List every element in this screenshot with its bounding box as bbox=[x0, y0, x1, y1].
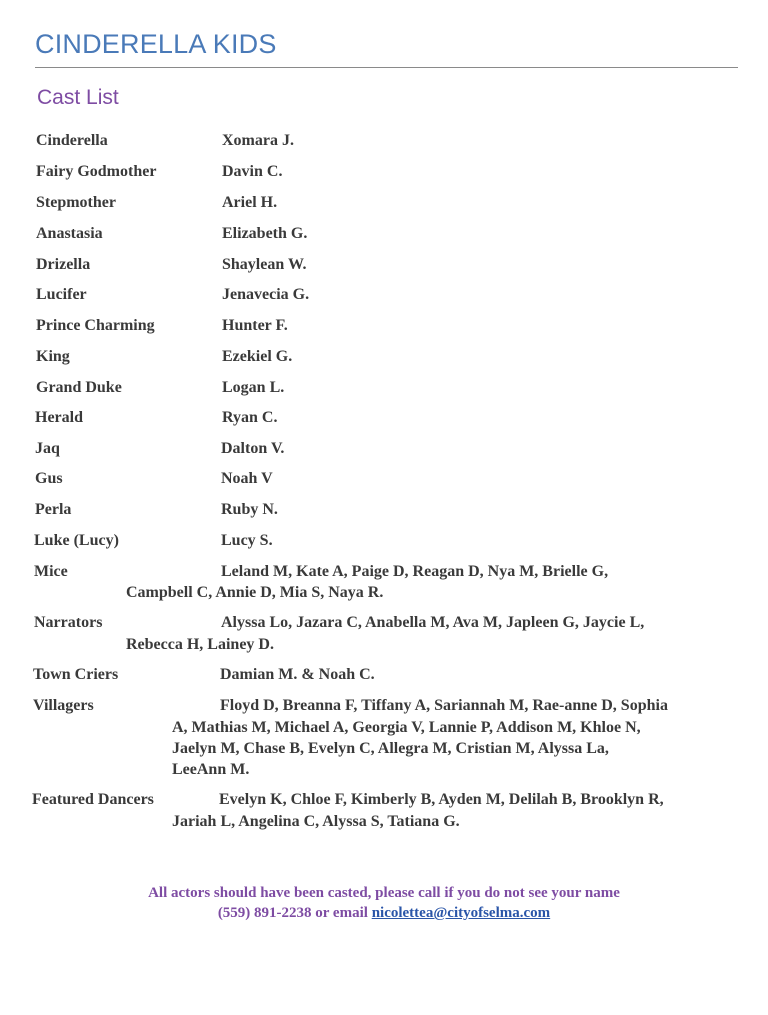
role-name: Villagers bbox=[33, 697, 94, 714]
actor-list-line: Campbell C, Annie D, Mia S, Naya R. bbox=[126, 584, 384, 601]
page-subtitle: Cast List bbox=[37, 86, 119, 109]
actor-list-line: Jaelyn M, Chase B, Evelyn C, Allegra M, Cristian M, Alyssa La, bbox=[172, 740, 609, 757]
role-name: Lucifer bbox=[36, 286, 87, 303]
actor-name: Davin C. bbox=[222, 163, 283, 180]
footer-contact bbox=[0, 905, 768, 922]
actor-name: Hunter F. bbox=[222, 317, 288, 334]
actor-name: Elizabeth G. bbox=[222, 225, 308, 242]
role-name: Town Criers bbox=[33, 666, 119, 683]
role-name: Prince Charming bbox=[36, 317, 155, 334]
actor-list-line: Alyssa Lo, Jazara C, Anabella M, Ava M, Japleen G, Jaycie L, bbox=[221, 614, 645, 631]
actor-name: Lucy S. bbox=[221, 532, 273, 549]
actor-list-line: LeeAnn M. bbox=[172, 761, 250, 778]
role-name: Jaq bbox=[35, 440, 60, 457]
role-name: Luke (Lucy) bbox=[34, 532, 119, 549]
actor-list-line: Evelyn K, Chloe F, Kimberly B, Ayden M, Delilah B, Brooklyn R, bbox=[219, 791, 664, 808]
title-divider bbox=[35, 67, 738, 68]
role-name: Mice bbox=[34, 563, 68, 580]
actor-name: Ariel H. bbox=[222, 194, 278, 211]
actor-name: Dalton V. bbox=[221, 440, 285, 457]
actor-list-line: A, Mathias M, Michael A, Georgia V, Lannie P, Addison M, Khloe N, bbox=[172, 719, 641, 736]
actor-list-line: Damian M. & Noah C. bbox=[220, 666, 375, 683]
role-name: Gus bbox=[35, 470, 63, 487]
role-name: Featured Dancers bbox=[32, 791, 154, 808]
actor-list-line: Rebecca H, Lainey D. bbox=[126, 636, 274, 653]
role-name: King bbox=[36, 348, 70, 365]
actor-name: Ruby N. bbox=[221, 501, 278, 518]
phone-text: (559) 891-2238 or email bbox=[217, 905, 372, 921]
role-name: Perla bbox=[35, 501, 72, 518]
role-name: Anastasia bbox=[36, 225, 103, 242]
role-name: Grand Duke bbox=[36, 379, 122, 396]
actor-name: Shaylean W. bbox=[222, 256, 307, 273]
actor-list-line: Jariah L, Angelina C, Alyssa S, Tatiana G. bbox=[172, 813, 460, 830]
role-name: Cinderella bbox=[36, 132, 108, 149]
actor-name: Ryan C. bbox=[222, 409, 278, 426]
role-name: Drizella bbox=[36, 256, 91, 273]
page-title: CINDERELLA KIDS bbox=[35, 29, 277, 59]
actor-name: Jenavecia G. bbox=[222, 286, 310, 303]
role-name: Narrators bbox=[34, 614, 103, 631]
role-name: Stepmother bbox=[36, 194, 116, 211]
actor-list-line: Leland M, Kate A, Paige D, Reagan D, Nya M, Brielle G, bbox=[221, 563, 609, 580]
email-link[interactable]: nicolettea@cityofselma.com bbox=[371, 905, 551, 921]
actor-name: Xomara J. bbox=[222, 132, 294, 149]
actor-list-line: Floyd D, Breanna F, Tiffany A, Sariannah M, Rae-anne D, Sophia bbox=[220, 697, 668, 714]
actor-name: Logan L. bbox=[222, 379, 285, 396]
role-name: Fairy Godmother bbox=[36, 163, 157, 180]
footer-message: All actors should have been casted, please call if you do not see your name bbox=[148, 885, 620, 901]
role-name: Herald bbox=[35, 409, 83, 426]
actor-name: Noah V bbox=[221, 470, 273, 487]
actor-name: Ezekiel G. bbox=[222, 348, 293, 365]
